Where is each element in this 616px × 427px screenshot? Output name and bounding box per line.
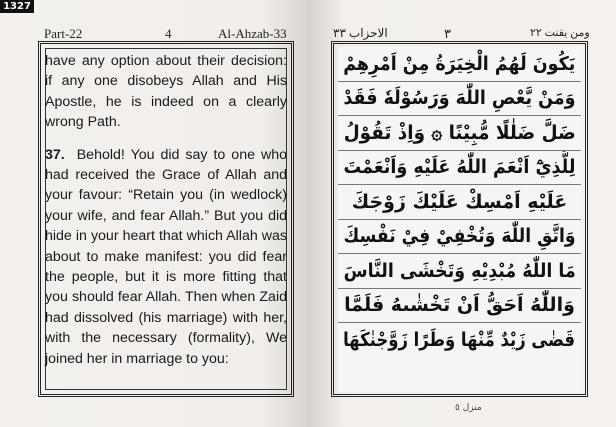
manzil-footer: منزل ٥ bbox=[455, 403, 482, 413]
arabic-line-1: يَكُونَ لَهُمُ الْخِيَرَةُ مِنْ اَمْرِهِمْ bbox=[338, 47, 581, 82]
right-page-number: ٣ bbox=[444, 26, 451, 41]
arabic-line-2: وَمَنْ يَّعْصِ اللّٰهَ وَرَسُوْلَهٗ فَقَدْ bbox=[338, 82, 581, 117]
translation-paragraph-1: have any option about their decision: if any one disobeys Allah and His Apostle, he is indeed on a clearly wrong Path. bbox=[45, 53, 287, 131]
verse-text: Behold! You did say to one who had received the Grace of Allah and your favour: “Retain you (in wedlock) your wife, and fear Allah.” But you did hide in your heart that which Allah was about to make manifest: you did fear the people, but it is more fitting that you should fear Allah. Then when Zaid had dissolved (his marriage) with her, with the necessary (formality), We joined her in marriage to you: bbox=[45, 146, 287, 367]
arabic-line-8: وَاللّٰهُ اَحَقُّ اَنْ تَخْشٰىهُ فَلَمَّا bbox=[338, 289, 581, 324]
right-part-label: ومن يقنت ٢٢ bbox=[530, 27, 590, 39]
arabic-line-3: ضَلَّ ضَلٰلًا مُّبِيْنًا ۞ وَاِذْ تَقُوْلُ bbox=[338, 116, 581, 151]
right-sura-label: الاحزاب ٣٣ bbox=[333, 26, 388, 40]
arabic-line-9: قَضٰى زَيْدٌ مِّنْهَا وَطَرًا زَوَّجْنٰكَهَا bbox=[343, 329, 576, 352]
verse-number: 37. bbox=[45, 146, 65, 163]
arabic-text-block bbox=[338, 47, 581, 392]
left-page-number: 4 bbox=[165, 26, 172, 41]
arabic-line-4: لِلَّذِيْٓ اَنْعَمَ اللّٰهُ عَلَيْهِ وَاَنْعَمْتَ bbox=[338, 151, 581, 186]
left-part-label: Part-22 bbox=[44, 26, 83, 41]
translation-paragraph-2 bbox=[45, 145, 287, 369]
left-sura-label: Al-Ahzab-33 bbox=[218, 26, 287, 41]
image-number-badge: 1327 bbox=[0, 0, 34, 13]
english-translation bbox=[45, 51, 287, 369]
arabic-line-6: وَاتَّقِ اللّٰهَ وَتُخْفِيْ فِيْ نَفْسِكَ bbox=[338, 220, 581, 255]
arabic-line-5: عَلَيْهِ اَمْسِكْ عَلَيْكَ زَوْجَكَ bbox=[338, 185, 581, 220]
arabic-line-7: مَا اللّٰهُ مُبْدِيْهِ وَتَخْشَى النَّاسَ bbox=[338, 254, 581, 289]
